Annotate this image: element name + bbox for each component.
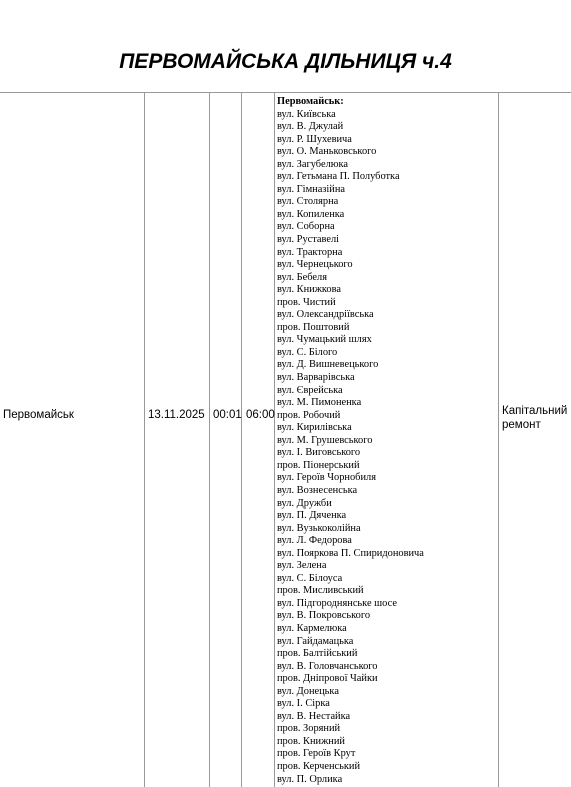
time-from-cell: 00:01 [213, 409, 242, 421]
street-item: пров. Дніпрової Чайки [277, 673, 378, 685]
street-item: вул. Кирилівська [277, 422, 352, 434]
column-divider [209, 93, 210, 787]
street-item: вул. Кармелюка [277, 622, 347, 634]
streets-header: Первомайськ: [277, 96, 344, 107]
street-item: вул. Копиленка [277, 208, 345, 220]
street-item: вул. Гімназійна [277, 183, 346, 195]
street-item: пров. Робочий [277, 409, 341, 421]
street-item: вул. Чумацький шлях [277, 334, 372, 346]
street-item: вул. П. Дяченка [277, 510, 347, 522]
street-item: вул. Р. Шухевича [277, 133, 352, 145]
time-to-cell: 06:00 [246, 409, 275, 421]
street-item: пров. Чистий [277, 296, 336, 308]
column-divider [241, 93, 242, 787]
street-item: вул. Книжкова [277, 284, 341, 296]
street-item: вул. Дружби [277, 497, 332, 509]
street-item: вул. В. Головчанського [277, 660, 378, 672]
street-item: вул. Столярна [277, 196, 339, 208]
street-item: пров. Балтійський [277, 648, 358, 660]
street-item: вул. Пояркова П. Спиридоновича [277, 547, 424, 559]
street-item: вул. М. Грушевського [277, 434, 373, 446]
street-item: вул. Соборна [277, 221, 335, 233]
street-item: пров. Піонерський [277, 459, 360, 471]
street-item: пров. Зоряний [277, 723, 341, 735]
street-item: вул. Олександріївська [277, 309, 374, 321]
street-item: вул. Руставелі [277, 234, 340, 246]
street-item: вул. С. Білого [277, 346, 338, 358]
street-item: вул. Київська [277, 108, 336, 120]
street-item: вул. М. Пимоненка [277, 397, 362, 409]
street-item: вул. Героїв Чорнобиля [277, 472, 376, 484]
street-item: вул. Вознесенська [277, 484, 358, 496]
column-divider [144, 93, 145, 787]
date-cell: 13.11.2025 [148, 409, 205, 421]
column-divider [498, 93, 499, 787]
street-item: вул. Донецька [277, 685, 339, 697]
page-title: ПЕРВОМАЙСЬКА ДІЛЬНИЦЯ ч.4 [119, 50, 452, 73]
street-item: вул. Підгороднянське шосе [277, 597, 397, 609]
street-item: вул. І. Сірка [277, 698, 330, 710]
street-item: вул. В. Нестайка [277, 710, 351, 722]
street-item: вул. О. Маньковського [277, 146, 377, 158]
street-item: вул. Єврейська [277, 384, 343, 396]
street-item: вул. Зелена [277, 560, 327, 572]
street-item: вул. Чернецького [277, 259, 353, 271]
street-item: вул. П. Орлика [277, 773, 343, 785]
street-item: пров. Керченський [277, 760, 361, 772]
street-item: вул. Гетьмана П. Полуботка [277, 171, 400, 183]
street-item: пров. Героїв Крут [277, 748, 356, 760]
street-item: вул. Гайдамацька [277, 635, 354, 647]
street-item: вул. І. Виговського [277, 447, 361, 459]
street-item: вул. Д. Вишневецького [277, 359, 379, 371]
street-item: вул. С. Білоуса [277, 572, 343, 584]
street-item: вул. Варварівська [277, 372, 355, 384]
street-item: вул. Вузькоколійна [277, 522, 361, 534]
city-cell: Первомайськ [3, 409, 74, 421]
street-item: пров. Мисливський [277, 585, 364, 597]
reason-cell: Капітальний ремонт [502, 405, 568, 431]
column-divider [274, 93, 275, 787]
street-item: вул. Тракторна [277, 246, 343, 258]
street-item: пров. Поштовий [277, 321, 350, 333]
street-item: вул. В. Джулай [277, 121, 344, 133]
streets-cell [277, 96, 497, 786]
street-item: вул. В. Покровського [277, 610, 371, 622]
street-item: вул. Бебеля [277, 271, 327, 283]
outage-table [0, 92, 571, 787]
street-item: пров. Книжний [277, 735, 345, 747]
street-item: вул. Л. Федорова [277, 535, 352, 547]
street-item: вул. Загубелюка [277, 158, 349, 170]
